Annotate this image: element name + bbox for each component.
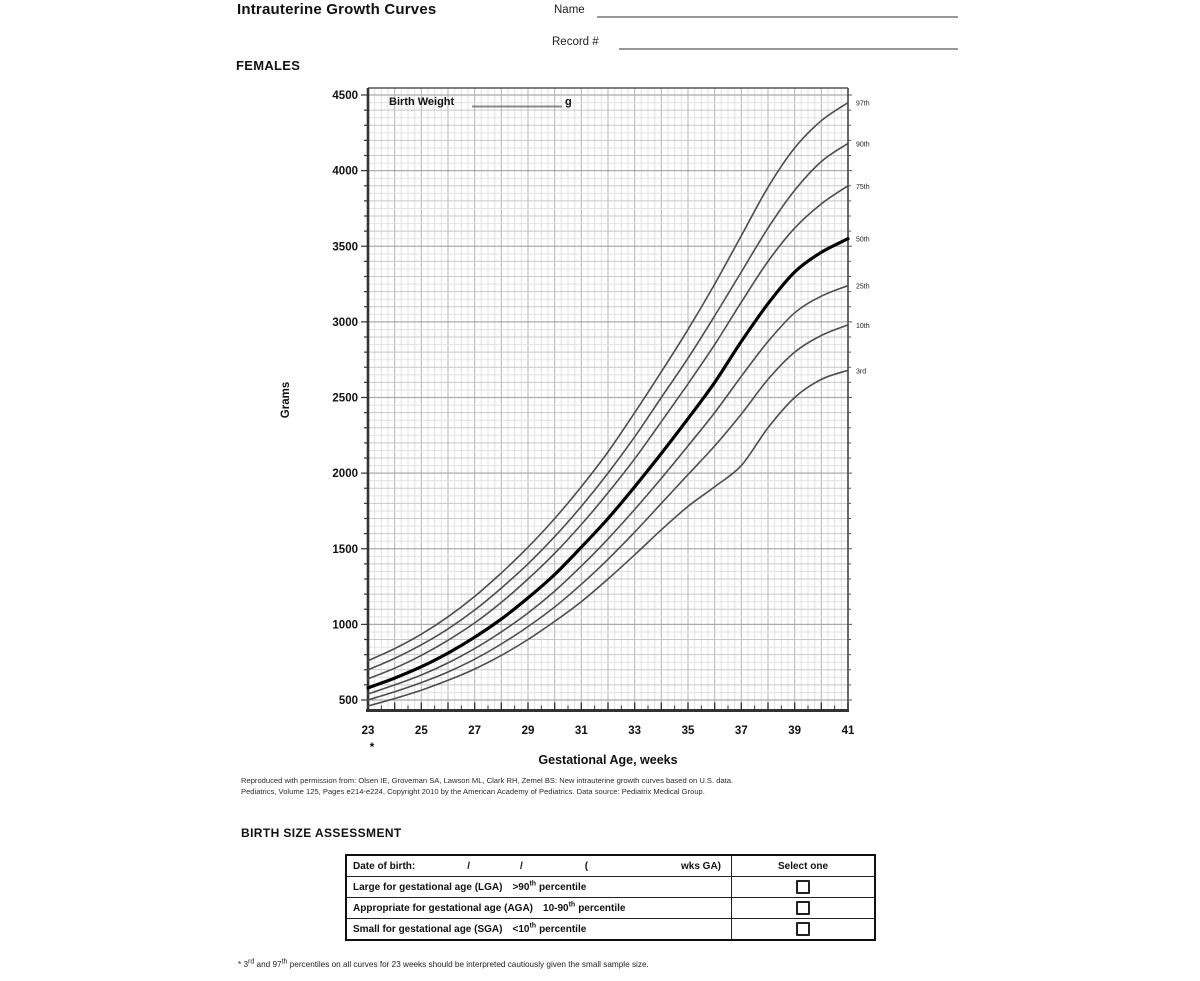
percentile-label-50th: 50th xyxy=(856,236,870,244)
x-tick-label: 27 xyxy=(468,725,482,737)
checkbox-sga[interactable] xyxy=(796,922,810,936)
y-tick-label: 500 xyxy=(338,695,358,707)
x-tick-label: 41 xyxy=(841,725,855,737)
citation-text xyxy=(241,776,957,797)
birth-size-assessment-table xyxy=(345,854,876,941)
y-tick-label: 3500 xyxy=(332,241,358,254)
y-tick-label: 3000 xyxy=(332,316,358,329)
birth-weight-label: Birth Weight xyxy=(389,96,455,108)
footnote-marker: * xyxy=(238,960,242,969)
aga-label: Appropriate for gestational age (AGA) xyxy=(353,902,534,914)
record-number-label: Record # xyxy=(552,36,599,48)
y-tick-label: 2000 xyxy=(332,468,358,481)
sga-suffix: percentile xyxy=(539,923,587,935)
y-tick-label: 4500 xyxy=(332,90,358,102)
birth-weight-unit-label: g xyxy=(565,96,572,108)
table-row-lga xyxy=(346,877,875,898)
wks-ga-label: wks GA) xyxy=(680,860,721,872)
percentile-label-10th: 10th xyxy=(856,322,870,330)
page-title: Intrauterine Growth Curves xyxy=(237,1,437,18)
table-header-row xyxy=(346,855,875,877)
percentile-label-75th: 75th xyxy=(856,183,870,191)
birth-size-assessment-title: BIRTH SIZE ASSESSMENT xyxy=(241,826,402,840)
y-tick-label: 1000 xyxy=(332,619,358,632)
date-of-birth-label: Date of birth: xyxy=(353,860,416,872)
wks-open-paren: ( xyxy=(584,860,589,872)
select-one-header: Select one xyxy=(732,855,876,877)
section-label-females: FEMALES xyxy=(236,58,301,73)
y-tick-label: 4000 xyxy=(332,165,358,178)
footnote-part1: 3 xyxy=(243,960,249,969)
date-slash-1: / xyxy=(467,860,470,872)
sga-label: Small for gestational age (SGA) xyxy=(353,923,503,935)
checkbox-aga[interactable] xyxy=(796,901,810,915)
citation-line-1: Reproduced with permission from: Olsen IE, Groveman SA, Lawson ML, Clark RH, Zemel BS: New intrauterine growth curves based on U.S. data. xyxy=(241,776,734,785)
sga-range: <10 xyxy=(512,923,530,935)
aga-range-sup: th xyxy=(568,901,576,909)
percentile-label-25th: 25th xyxy=(856,283,870,291)
table-row-aga xyxy=(346,898,875,919)
footnote-sup2: th xyxy=(281,958,288,966)
lga-range-sup: th xyxy=(529,880,537,888)
x-tick-label: 37 xyxy=(734,725,748,737)
footnote-part2: and 97 xyxy=(254,960,282,969)
footnote-text xyxy=(238,960,649,969)
x-axis-asterisk: * xyxy=(369,740,375,754)
lga-label: Large for gestational age (LGA) xyxy=(353,881,503,893)
x-tick-label: 31 xyxy=(574,725,588,737)
lga-suffix: percentile xyxy=(539,881,587,893)
y-tick-label: 2500 xyxy=(332,392,358,405)
x-axis-title: Gestational Age, weeks xyxy=(538,753,678,767)
x-tick-label: 25 xyxy=(414,725,428,737)
x-tick-label: 39 xyxy=(788,725,802,737)
aga-range: 10-90 xyxy=(543,902,569,914)
aga-suffix: percentile xyxy=(578,902,626,914)
footnote-sup1: rd xyxy=(248,958,255,966)
citation-line-2: Pediatrics, Volume 125, Pages e214-e224, Copyright 2010 by the American Academy of Pediatrics. Data source: Pediatrix Medical Group. xyxy=(241,786,705,796)
x-tick-label: 33 xyxy=(628,725,642,737)
checkbox-lga[interactable] xyxy=(796,880,810,894)
percentile-label-90th: 90th xyxy=(856,141,870,149)
x-tick-label: 23 xyxy=(361,725,375,737)
name-label: Name xyxy=(554,4,585,16)
percentile-label-3rd: 3rd xyxy=(856,368,867,376)
percentile-label-97th: 97th xyxy=(856,100,870,108)
date-of-birth-entry[interactable] xyxy=(353,861,725,872)
y-tick-label: 1500 xyxy=(332,543,358,556)
lga-range: >90 xyxy=(512,881,530,893)
x-tick-label: 35 xyxy=(681,725,695,737)
date-slash-2: / xyxy=(520,860,523,872)
table-row-sga xyxy=(346,919,875,941)
sga-range-sup: th xyxy=(529,922,537,930)
x-tick-label: 29 xyxy=(521,725,535,737)
footnote-part3: percentiles on all curves for 23 weeks should be interpreted cautiously given the small sample size. xyxy=(287,960,649,969)
y-axis-title: Grams xyxy=(280,381,292,419)
